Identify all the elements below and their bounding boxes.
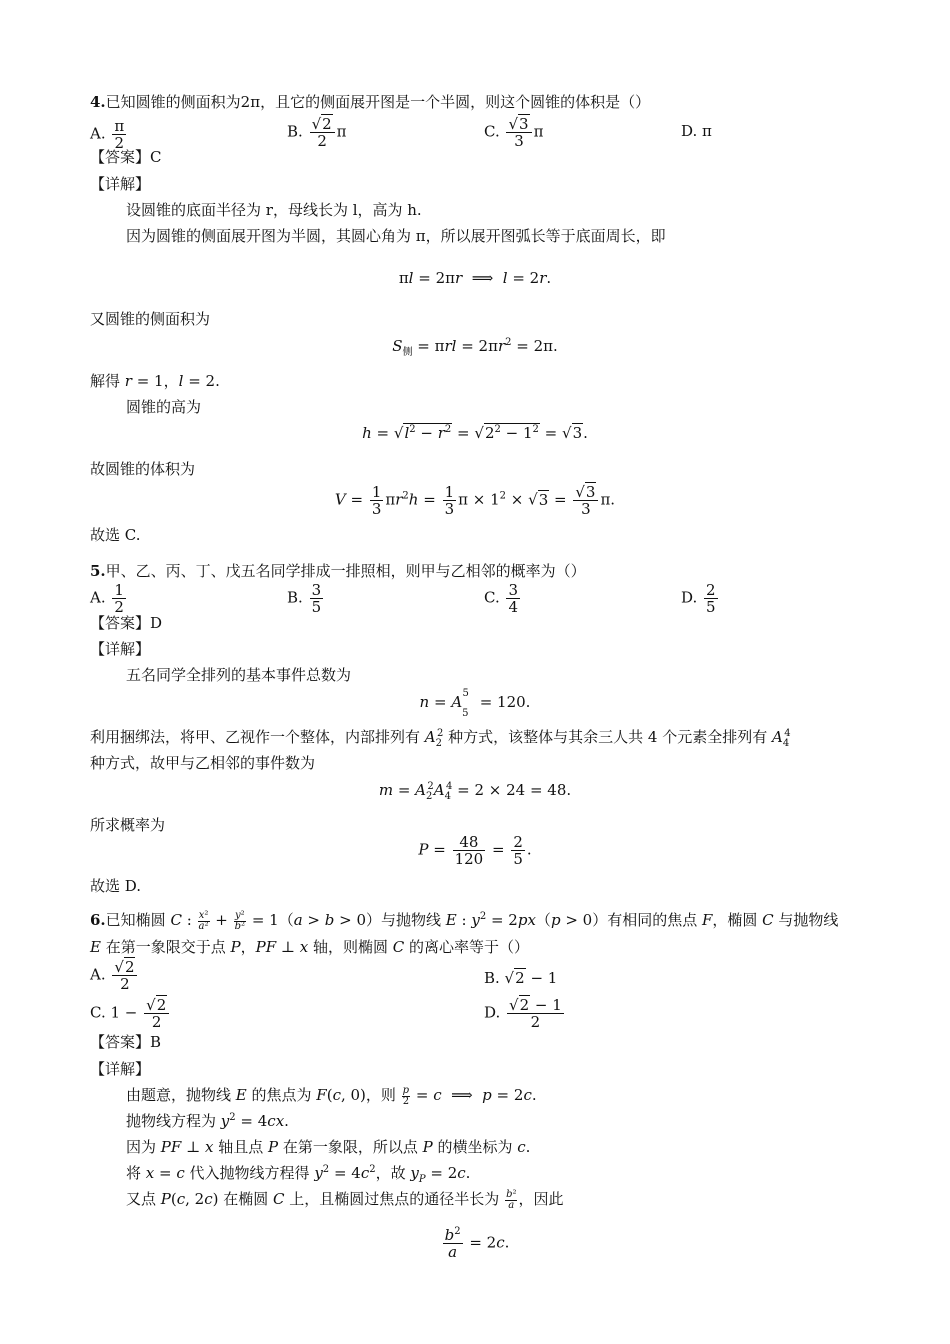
equation: $S_侧 = \pi rl = 2\pi r^2 = 2\pi$. [392,337,558,358]
equation: $h = √l^2 - r^2 = √2^2 - 1^2 = √3$. [362,424,588,442]
question-text: 已知圆锥的侧面积为2π，且它的侧面展开图是一个半圆，则这个圆锥的体积是（） [105,93,651,111]
detail-line: 由题意，抛物线 E 的焦点为 F(c, 0)，则 $\frac{p}{2}$ = c ⟹ p = 2c. [126,1084,537,1107]
option-c: C. 1 − $\frac{√2}{2}$ [90,997,171,1030]
answer: 【答案】B [90,1033,162,1051]
detail-line: 故选 C. [90,526,141,544]
detail-line: 抛物线方程为 $y^2 = 4cx$. [126,1112,289,1130]
detail-label: 【详解】 [90,640,151,658]
detail-line: 故圆锥的体积为 [90,460,196,478]
equation: V = $\frac{1}{3}$ $\pi r^2h$ = $\frac{1}{3}$ $\pi \times 1^2 \times √3$ = $\frac{√3}{3}$ π. [334,483,616,518]
detail-line: 利用捆绑法，将甲、乙视作一个整体，内部排列有 $A_2^2$ 种方式，该整体与其余三人共 4 个元素全排列有 $A_4^4$ [90,728,791,749]
question-text: E 在第一象限交于点 P，PF ⊥ x 轴，则椭圆 C 的离心率等于（） [90,938,530,956]
question-text: 甲、乙、丙、丁、戊五名同学排成一排照相，则甲与乙相邻的概率为（） [105,562,586,580]
answer: 【答案】D [90,614,163,632]
question-number: 4. [90,93,106,111]
option-a: A. $\frac{\pi}{2}$ [90,117,125,152]
detail-line: 设圆锥的底面半径为 r，母线长为 l，高为 h. [126,201,422,219]
equation: $n = A_5^5 = 120$. [419,688,531,719]
detail-line: 又圆锥的侧面积为 [90,310,211,328]
detail-line: 故选 D. [90,877,142,895]
detail-line: 五名同学全排列的基本事件总数为 [126,666,352,684]
option-b: B. $\frac{√2}{2}$ π [287,115,347,150]
option-a: A. $\frac{√2}{2}$ [90,959,139,992]
detail-line: 又点 P(c, 2c) 在椭圆 C 上，且椭圆过焦点的通径半长为 $\frac{\text{b²}}{a}$ ，因此 [126,1188,564,1211]
detail-line: 种方式，故甲与乙相邻的事件数为 [90,754,316,772]
detail-label: 【详解】 [90,175,151,193]
detail-line: 因为 PF ⊥ x 轴且点 P 在第一象限，所以点 P 的横坐标为 c. [126,1138,531,1156]
question-number: 6. [90,911,106,929]
equation: πl = 2πr ⟹ l = 2r. [398,269,552,287]
equation: P = $\frac{48}{120}$ = $\frac{2}{5}$ . [418,833,532,868]
detail-line: 将 x = c 代入抛物线方程得 $y^2 = 4c^2$，故 $y_P = 2c$. [126,1164,471,1185]
equation: $m = A_2^2A_4^4 = 2 \times 24 = 48$. [378,781,572,802]
question-number: 5. [90,562,106,580]
detail-line: 圆锥的高为 [126,398,202,416]
option-d: D. $\frac{2}{5}$ [681,581,716,616]
option-b: B. √2 − 1 [484,969,558,987]
detail-line: 所求概率为 [90,816,166,834]
option-d: D. π [681,122,712,140]
question-4-stem [90,92,650,112]
answer: 【答案】C [90,148,162,166]
detail-label: 【详解】 [90,1060,151,1078]
equation: $\frac{b^2}{a}$ = 2c. [444,1226,510,1261]
option-b: B. $\frac{3}{5}$ [287,581,322,616]
option-c: C. $\frac{3}{4}$ [484,581,519,616]
question-6-stem: 6.已知椭圆 C : $\frac{\text{x²}}{\text{a²}}$ + $\frac{\text{y²}}{\text{b²}}$ = 1（a > b > 0）与抛物线 E : $y^2 = 2px(p > 0)$有相同的焦点 F，椭圆 C 与抛物线 [90,909,839,932]
option-d: D. $\frac{√2 - 1}{2}$ [484,996,562,1031]
question-5-stem [90,561,586,581]
option-a: A. $\frac{1}{2}$ [90,581,124,616]
option-c: C. $\frac{√3}{3}$ π [484,115,544,150]
detail-line: 解得 r = 1，l = 2. [90,372,220,390]
detail-line: 因为圆锥的侧面展开图为半圆，其圆心角为 π，所以展开图弧长等于底面周长，即 [126,227,666,245]
